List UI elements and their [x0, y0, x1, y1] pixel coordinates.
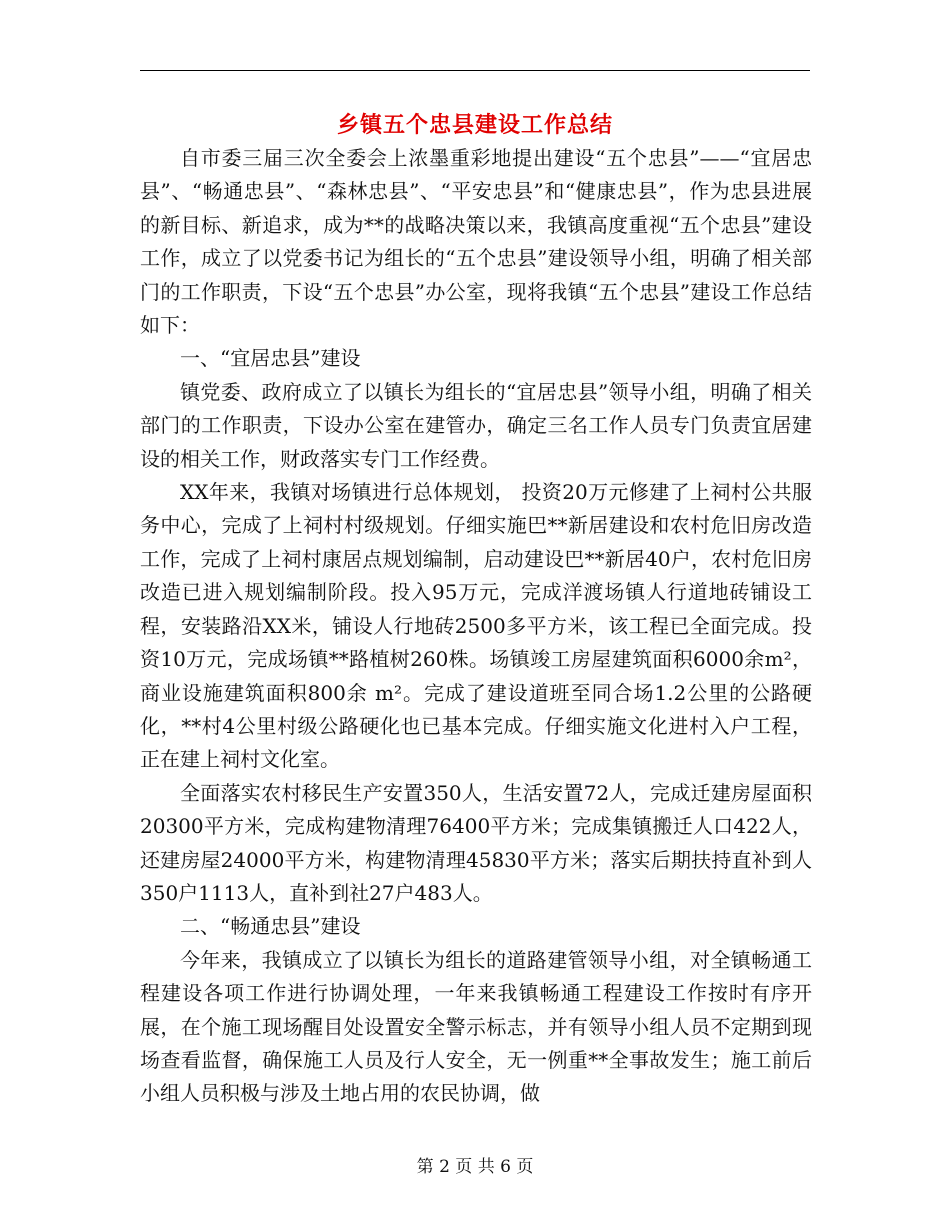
section-heading-1: 一、“宜居忠县”建设 — [180, 346, 361, 371]
document-body — [140, 142, 812, 1111]
paragraph: 全面落实农村移民生产安置350人，生活安置72人，完成迁建房屋面积20300平方米，完成构建物清理76400平方米；完成集镇搬迁人口422人，还建房屋24000平方米，构建物清理45830平方米；落实后期扶持直补到人350户1113人，直补到社27户483人。 — [140, 780, 812, 905]
intro-paragraph: 自市委三届三次全委会上浓墨重彩地提出建设“五个忠县”——“宜居忠县”、“畅通忠县”、“森林忠县”、“平安忠县”和“健康忠县”，作为忠县进展的新目标、新追求，成为**的战略决策以来，我镇高度重视“五个忠县”建设工作，成立了以党委书记为组长的“五个忠县”建设领导小组，明确了相关部门的工作职责，下设“五个忠县”办公室，现将我镇“五个忠县”建设工作总结如下： — [140, 146, 812, 338]
section-heading-2: 二、“畅通忠县”建设 — [180, 914, 361, 939]
header-rule — [140, 70, 810, 71]
paragraph: 今年来，我镇成立了以镇长为组长的道路建管领导小组，对全镇畅通工程建设各项工作进行协调处理，一年来我镇畅通工程建设工作按时有序开展，在个施工现场醒目处设置安全警示标志，并有领导小组人员不定期到现场查看监督，确保施工人员及行人安全，无一例重**全事故发生；施工前后小组人员积极与涉及土地占用的农民协调，做 — [140, 947, 812, 1106]
page-footer: 第 2 页 共 6 页 — [416, 1157, 534, 1177]
paragraph: XX年来，我镇对场镇进行总体规划， 投资20万元修建了上祠村公共服务中心，完成了上祠村村级规划。仔细实施巴**新居建设和农村危旧房改造工作，完成了上祠村康居点规划编制，启动建设巴**新居40户，农村危旧房改造已进入规划编制阶段。投入95万元，完成洋渡场镇人行道地砖铺设工程，安装路沿XX米，铺设人行地砖2500多平方米，该工程已全面完成。投资10万元，完成场镇**路植树260株。场镇竣工房屋建筑面积6000余m²，商业设施建筑面积800余 m²。完成了建设道班至同合场1.2公里的公路硬化，**村4公里村级公路硬化也已基本完成。仔细实施文化进村入户工程，正在建上祠村文化室。 — [140, 480, 812, 772]
paragraph: 镇党委、政府成立了以镇长为组长的“宜居忠县”领导小组，明确了相关部门的工作职责，下设办公室在建管办，确定三名工作人员专门负责宜居建设的相关工作，财政落实专门工作经费。 — [140, 379, 812, 471]
document-title: 乡镇五个忠县建设工作总结 — [336, 113, 613, 138]
